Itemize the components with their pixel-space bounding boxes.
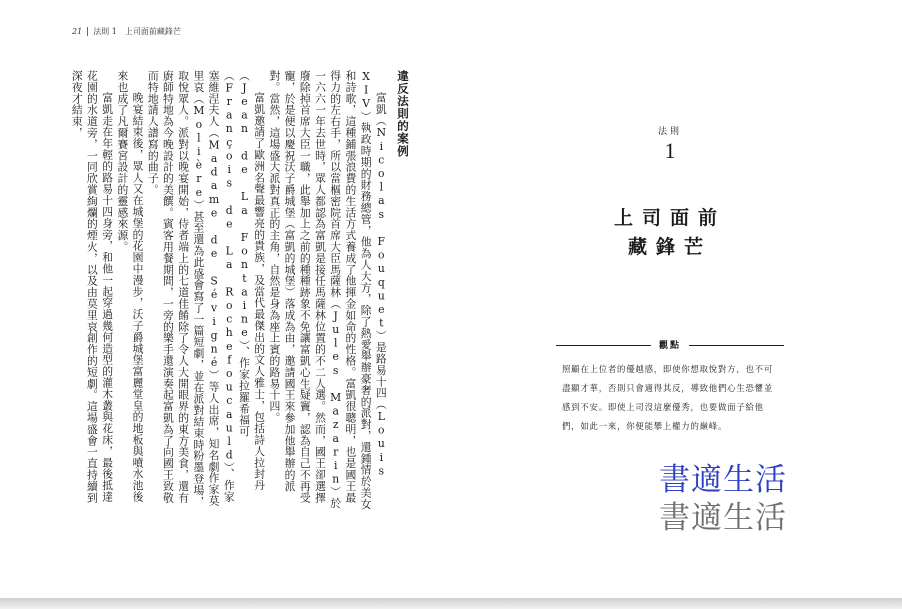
law-number: 1 — [664, 138, 676, 163]
paragraph: 晚宴結束後，眾人又在城堡的花園中漫步，沃子爵城堡富麗堂皇的地板與噴水池後來也成了凡爾賽宮設計的靈感來源。 — [116, 70, 145, 502]
header-divider — [87, 27, 88, 36]
page-bottom-edge — [0, 598, 902, 609]
watermark-secondary: 書適生活 — [659, 500, 787, 536]
section-title: 法則 1 上司面前藏鋒芒 — [93, 27, 181, 36]
law-label: 法則 — [657, 127, 682, 137]
running-header — [72, 26, 181, 37]
paragraph: 富凱邀請了歐洲名聲最響亮的貴族，及當代最傑出的文人雅士，包括詩人拉封丹（Jean de La Fontaine）、作家拉羅希福可（François de La Rochefoucauld）、作家塞維涅夫人（Madame de Sévigné）等人出席，知名劇作家莫里哀（Molière）甚至還為此盛會寫了一篇短劇，並在派對結束時粉墨登場，取悅眾人。派對以晚宴開始，侍者端上的七道佳餚除了令人大開眼界的東方美食，還有廚師特地為今晚設計的美饌。賓客用餐期間，一旁的樂手還演奏起富凱為了向國王致敬而特地請人譜寫的曲子。 — [146, 70, 267, 508]
case-heading: 違反法則的案例 — [396, 70, 410, 158]
watermark-primary: 書適生活 — [659, 462, 787, 498]
judgement-heading: 觀點 — [651, 338, 689, 351]
law-title-line-2: 藏鋒芒 — [627, 236, 712, 258]
paragraph: 富凱走在年輕的路易十四身旁，和他一起穿過幾何造型的灌木叢與花床，最後抵達花園的水道旁，一同欣賞絢爛的煙火，以及由莫里哀創作的短劇。這場盛會一直持續到深夜才結束， — [70, 70, 115, 504]
paragraph: 富凱（Nicolas Fouquet）是路易十四（Louis XIV）執政時期的財務總管，他為人大方，除了熱愛舉辦豪奢的派對，還鍾情於美女和詩歌，這種鋪張浪費的生活方式養成了他揮金如命的性格。富凱很聰明，也是國王最得力的左右手，所以當樞密院首席大臣馬薩林（Jules Mazarin）於一六六一年去世時，眾人都認為富凱是接任馬薩林位置的不二人選。然而，國王卻選擇廢除掉首席大臣一職，此舉加上之前的種種跡象不免讓富凱心生疑竇，認為自己不再受寵，於是便以慶祝沃子爵城堡（富凱的城堡）落成為由，邀請國王來參加他舉辦的派對。當然，這場盛大派對真正的主角，自然是身為座上賓的路易十四。 — [268, 70, 388, 510]
law-title-line-1: 上司面前 — [613, 207, 726, 229]
vertical-text-column — [70, 70, 410, 510]
page-number: 21 — [72, 27, 83, 36]
left-page-text — [65, 70, 410, 510]
judgement-text: 照顧在上位者的優越感，即使你想取悅對方，也不可盡顯才華，否則只會適得其反，導致他們心生恐懼並感到不安。即使上司沒這麼優秀，也要做面子給他們，如此一來，你便能攀上權力的巔峰。 — [562, 364, 774, 431]
